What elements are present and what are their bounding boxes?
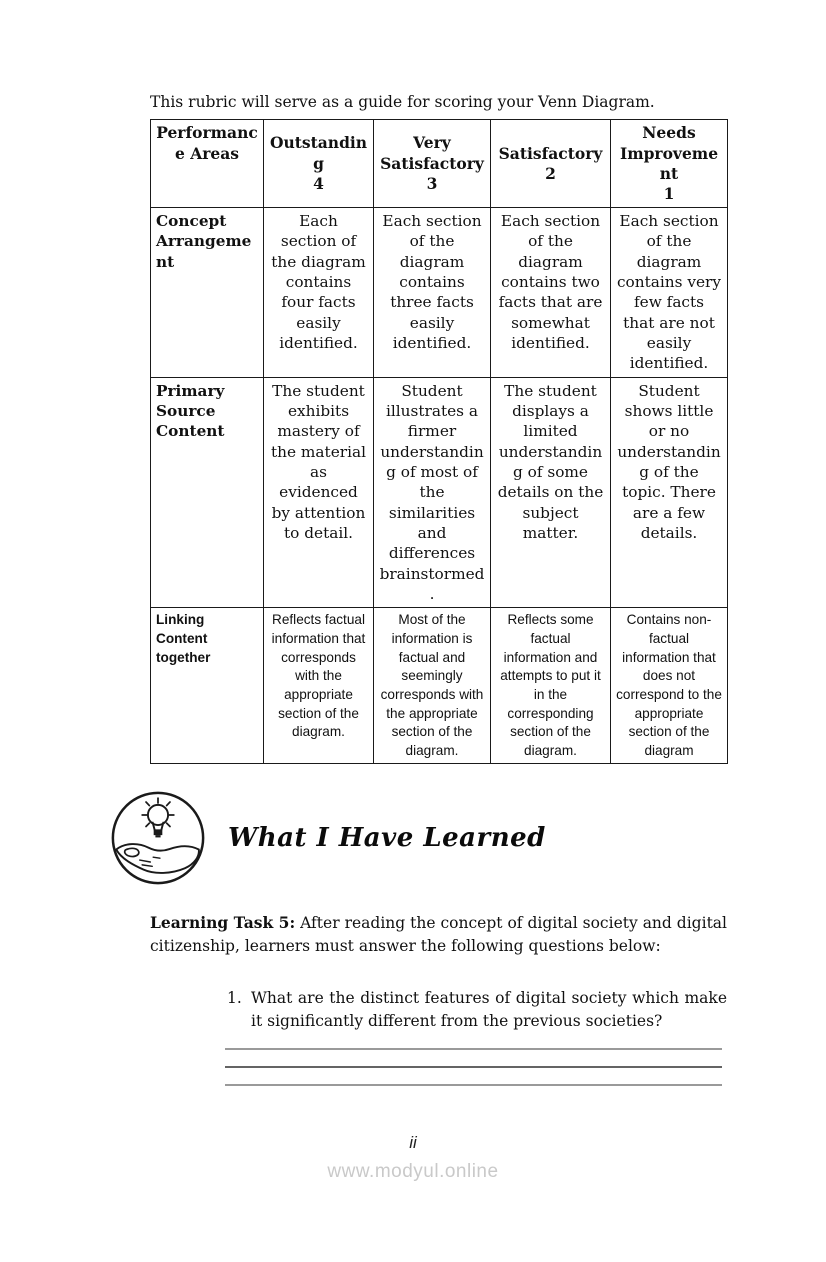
table-cell: Reflects factual information that corresponds with the appropriate section of the diagram.: [264, 608, 374, 764]
column-header-label: Very Satisfactory: [380, 133, 484, 173]
column-header-score: 3: [426, 173, 438, 193]
table-cell: Each section of the diagram contains very few facts that are not easily identified.: [611, 207, 728, 377]
table-cell: Reflects some factual information and attempts to put it in the corresponding section of the diagram.: [491, 608, 611, 764]
table-cell: Student shows little or no understanding of the topic. There are a few details.: [611, 377, 728, 608]
column-header-performance-areas: [151, 120, 264, 208]
rubric-header-row: [151, 120, 728, 208]
table-cell: Student illustrates a firmer understanding of most of the similarities and differences brainstormed .: [374, 377, 491, 608]
answer-line: [225, 1066, 722, 1068]
table-cell: Contains non-factual information that does not correspond to the appropriate section of the diagram: [611, 608, 728, 764]
answer-line: [225, 1048, 722, 1050]
table-cell: The student exhibits mastery of the material as evidenced by attention to detail.: [264, 377, 374, 608]
column-header-label: Satisfactory: [498, 143, 603, 163]
column-header-satisfactory: [491, 120, 611, 208]
column-header-label: Outstanding: [269, 133, 368, 173]
column-header-label: Needs Improvement: [619, 123, 719, 183]
column-header-score: 4: [313, 173, 324, 193]
learning-task-text: After reading the concept of digital society and digital citizenship, learners must answer the following questions below:: [150, 914, 727, 955]
learning-task-paragraph: [150, 912, 727, 957]
question-number: 1.: [227, 989, 242, 1008]
section-header: [110, 790, 727, 886]
table-row-primary-source-content: [151, 377, 728, 608]
table-cell: Each section of the diagram contains four facts easily identified.: [264, 207, 374, 377]
table-cell: Each section of the diagram contains three facts easily identified.: [374, 207, 491, 377]
page-content: [150, 93, 727, 1086]
row-header: Concept Arrangement: [151, 207, 264, 377]
column-header-very-satisfactory: [374, 120, 491, 208]
table-row-linking-content-together: [151, 608, 728, 764]
column-header-score: 1: [663, 183, 675, 203]
row-header: Primary Source Content: [151, 377, 264, 608]
table-row-concept-arrangement: [151, 207, 728, 377]
column-header-score: 2: [545, 163, 556, 183]
answer-blanks: [225, 1048, 722, 1086]
column-header-outstanding: [264, 120, 374, 208]
table-cell: Each section of the diagram contains two facts that are somewhat identified.: [491, 207, 611, 377]
learning-task-label: Learning Task 5:: [150, 913, 296, 933]
page-number: ii: [409, 1133, 417, 1153]
table-cell: The student displays a limited understanding of some details on the subject matter.: [491, 377, 611, 608]
watermark-text: www.modyul.online: [327, 1161, 499, 1183]
question-item: [227, 987, 727, 1032]
answer-line: [225, 1084, 722, 1086]
column-header-needs-improvement: [611, 120, 728, 208]
lightbulb-in-hand-icon: [110, 790, 206, 886]
document-page: [0, 93, 826, 1262]
rubric-intro-text: This rubric will serve as a guide for scoring your Venn Diagram.: [150, 93, 655, 111]
table-cell: Most of the information is factual and seemingly corresponds with the appropriate section of the diagram.: [374, 608, 491, 764]
row-header: Linking Content together: [151, 608, 264, 764]
question-text: What are the distinct features of digital society which make it significantly different from the previous societies?: [251, 989, 727, 1030]
column-header-label: Performance Areas: [156, 123, 258, 163]
rubric-table: [150, 119, 728, 764]
section-title: What I Have Learned: [228, 823, 546, 854]
